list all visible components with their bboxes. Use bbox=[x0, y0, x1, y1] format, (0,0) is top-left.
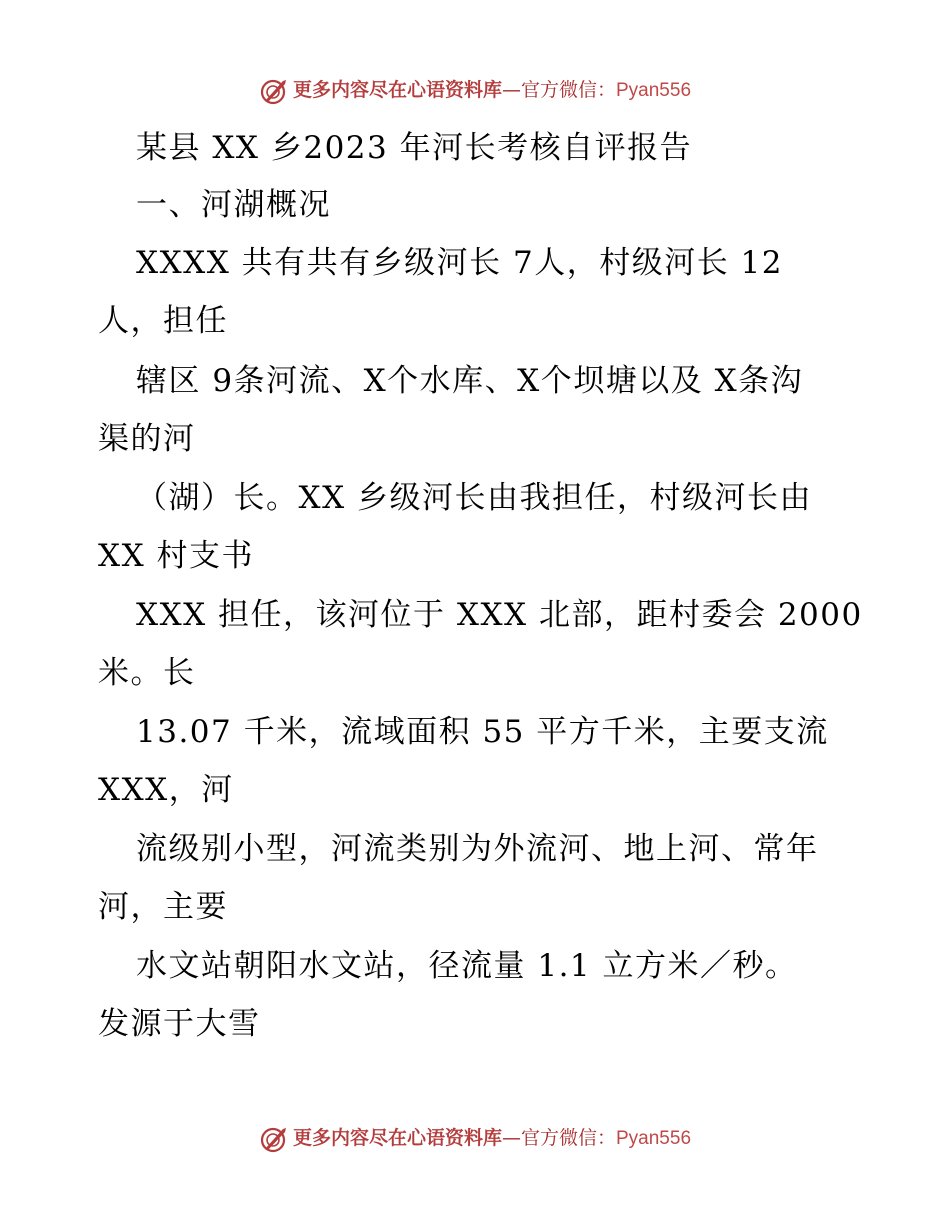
paragraph-line: （湖）长。XX 乡级河长由我担任，村级河长由 bbox=[136, 480, 812, 516]
watermark-site-text: 更多内容尽在心语资料库 bbox=[292, 1127, 502, 1149]
paragraph-line: 渠的河 bbox=[98, 421, 196, 457]
paragraph-line: XXX，河 bbox=[98, 772, 234, 808]
watermark-wechat-label: 官方微信： bbox=[520, 1127, 616, 1149]
watermark-wechat-id: Pyan556 bbox=[616, 1128, 692, 1149]
paragraph-line: 发源于大雪 bbox=[98, 1006, 261, 1042]
paragraph-line: XXX 担任，该河位于 XXX 北部，距村委会 2000 bbox=[136, 597, 863, 633]
quill-logo-icon bbox=[259, 1125, 289, 1153]
watermark-wechat-label: 官方微信： bbox=[520, 79, 616, 101]
header-watermark bbox=[0, 76, 950, 105]
watermark-dash: — bbox=[501, 1127, 521, 1149]
paragraph-line: 水文站朝阳水文站，径流量 1.1 立方米／秒。 bbox=[136, 948, 798, 984]
paragraph-line: 流级别小型，河流类别为外流河、地上河、常年 bbox=[136, 831, 819, 867]
section-heading: 一、河湖概况 bbox=[136, 187, 331, 223]
quill-logo-icon bbox=[259, 77, 289, 105]
paragraph-line: 人，担任 bbox=[98, 303, 228, 339]
document-title: 某县 XX 乡2023 年河长考核自评报告 bbox=[136, 130, 693, 166]
paragraph-line: XXXX 共有共有乡级河长 7人，村级河长 12 bbox=[136, 245, 784, 281]
watermark-dash: — bbox=[501, 79, 521, 101]
watermark-wechat-id: Pyan556 bbox=[616, 80, 692, 101]
footer-watermark bbox=[0, 1124, 950, 1153]
paragraph-line: 河，主要 bbox=[98, 889, 228, 925]
paragraph-line: 辖区 9条河流、X个水库、X个坝塘以及 X条沟 bbox=[136, 363, 804, 399]
paragraph-line: XX 村支书 bbox=[98, 538, 254, 574]
watermark-site-text: 更多内容尽在心语资料库 bbox=[292, 79, 502, 101]
paragraph-line: 13.07 千米，流域面积 55 平方千米，主要支流 bbox=[136, 714, 829, 750]
paragraph-line: 米。长 bbox=[98, 655, 196, 691]
